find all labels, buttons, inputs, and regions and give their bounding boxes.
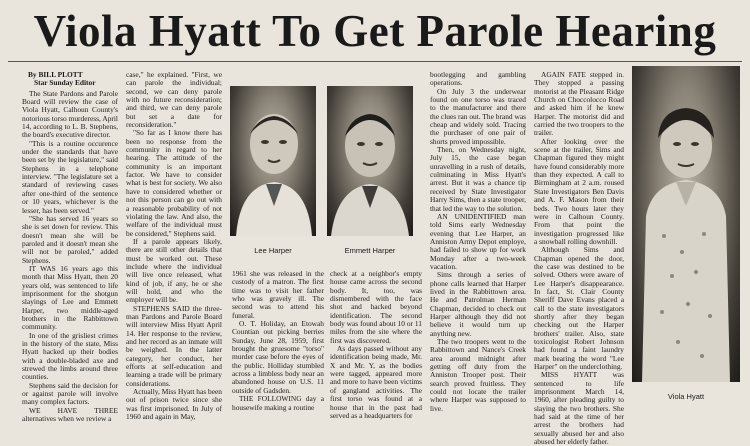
paragraph: If a parole appears likely, there are still other details that must be worked out. These include where the individual will live once released, what kind of job, if any, he or she will hold, and who the employer will be.: [126, 236, 222, 305]
paragraph: AN UNIDENTIFIED man told Sims early Wednesday evening that Lee Harper, an Anniston Army Depot employe, had failed to show up for work Monday after a two-week vacation.: [430, 211, 526, 271]
article-column-2: [126, 71, 222, 431]
paragraph: "So far as I know there has been no response from the community in regard to her hearing. The attitude of the community is an important factor. We have to consider what is best for society. We also have to considered whether or not this person can go out with a reasonable probability of not violating the law. And also, the welfare of the individual must be considered," Stephens said.: [126, 128, 222, 238]
viola-hyatt-caption: Viola Hyatt: [667, 392, 705, 401]
article-column-5: [430, 71, 526, 431]
article-column-3: [232, 270, 324, 430]
article-column-4: [330, 270, 422, 430]
article-column-6: [534, 70, 624, 446]
headline-rule: [8, 61, 742, 62]
paragraph: AGAIN FATE stepped in. They stopped a passing motorist at the Pleasant Ridge Church on Choccolocco Road and asked him if he knew Harper. The motorist did and carried the two troopers to the trailer.: [534, 70, 624, 138]
paragraph: MISS HYATT was sentenced to life imprisonment March 14, 1960, after pleading guilty to slaying the two brothers. She had said at the time of her arrest the brothers had sexually abused her and also abused her elderly father.: [534, 370, 624, 446]
paragraph: Although Sims and Chapman opened the door, the case was destined to be solved. Others were aware of Lee Harper's disappearance. In fact, St. Clair County Sheriff Dave Evans placed a call to the state investigators shortly after they began checking out the Harper brothers' trailer. Also, state toxicologist Robert Johnson had found a faint laundry mark bearing the word "Lee Harper" on the underclothing.: [534, 245, 624, 372]
paragraph: In one of the grisliest crimes in the history of the state, Miss Hyatt hacked up their bodies with a double-bladed axe and strewed the limbs around three counties.: [22, 330, 118, 382]
viola-hyatt-photo: [632, 66, 740, 382]
emmett-harper-photo: [327, 86, 413, 236]
paragraph: Sims through a series of phone calls learned that Harper lived in the Rabbittown area. He and Patrolman Herman Chapman, decided to check out Harper although they did not believe it would turn up anything new.: [430, 270, 526, 338]
portrait-image: [632, 66, 740, 382]
byline: By BILL PLOTT: [28, 70, 83, 79]
paragraph: THE FOLLOWING day a housewife making a routine: [232, 394, 324, 412]
paragraph: WE HAVE THREE alternatives when we review a: [22, 405, 118, 424]
headline: Viola Hyatt To Get Parole Hearing: [33, 6, 717, 56]
paragraph: "She has served 16 years so she is set down for review. This doesn't mean she will be paroled and it doesn't mean she will not be paroled," added Stephens.: [22, 213, 118, 265]
paragraph: STEPHENS SAID the three-man Pardons and Parole Board will interview Miss Hyatt April 14. Her response to the review, and her record as an inmate will be weighed. In the latter category, her conduct, her efforts at self-education and learning a trade will be primary considerations.: [126, 303, 222, 388]
paragraph: IT WAS 16 years ago this month that Miss Hyatt, then 20 years old, was sentenced to life imprisonment for the shotgun slayings of Lee and Emmett Harper, two middle-aged brothers in the Rabbittown community.: [22, 263, 118, 332]
paragraph: The two troopers went to the Rabbittown and Nance's Creek area around midnight after getting off duty from the Anniston Trooper post. Their search proved fruitless. They could not locate the trailer where Harper was supposed to live.: [430, 337, 526, 413]
paragraph: On July 3 the underwear found on one torso was traced to the manufacturer and there the clues ran out. The brand was cheap and widely sold. Tracing the purchaser of one pair of shorts proved impossible.: [430, 86, 526, 146]
lee-harper-caption: Lee Harper: [254, 246, 292, 255]
paragraph: As days passed without any identification being made, Mr. X and Mr. Y, as the bodies were tagged, appeared more and more to have been victims of gangland activities. The first torso was found at a house that in the past had served as a headquarters for: [330, 344, 422, 420]
byline-title: Star Sunday Editor: [34, 78, 96, 88]
paragraph: Then, on Wednesday night, July 15, the case began unravelling in a rush of details, culminating in Miss Hyatt's arrest. But it was a chance tip received by State Investigator Harry Sims, then a state trooper, that led the way to the solution.: [430, 145, 526, 213]
paragraph: check at a neighbor's empty house came across the second body. It, too, was dismembered with the face shot and hacked beyond identification. The second body was found about 10 or 11 miles from the site where the first was discovered.: [330, 269, 422, 345]
paragraph: Stephens said the decision for or against parole will involve many complex factors.: [22, 380, 118, 407]
emmett-harper-caption: Emmett Harper: [344, 246, 396, 255]
paragraph: "This is a routine occurence under the standards that have been set by the legislature," said Stephens in a telephone interview. "The legislature set a standard of reviewing cases after one-third of the sentence or 10 years, whichever is the lesser, has been served.": [22, 138, 118, 215]
article-column-1: [22, 71, 118, 431]
paragraph: bootlegging and gambling operations.: [430, 70, 526, 88]
portrait-image: [230, 86, 316, 236]
lee-harper-photo: [230, 86, 316, 236]
paragraph: Actually, Miss Hyatt has been out of prison twice since she was first imprisoned. In July of 1960 and again in May,: [126, 387, 222, 422]
paragraph: case," he explained. "First, we can parole the individual; second, we can deny parole with no future reconsideration; and third, we can deny parole but set a date for reconsideration.": [126, 70, 222, 130]
paragraph: 1961 she was released in the custody of a matron. The first time was to visit her father who was gravely ill. The second was to attend his funeral.: [232, 269, 324, 320]
paragraph: The State Pardons and Parole Board will review the case of Viola Hyatt, Calhoun County's notorious torso murderess, April 14, according to L. B. Stephens, the board's executive director.: [22, 88, 118, 140]
portrait-image: [327, 86, 413, 236]
paragraph: After looking over the scene at the trailer, Sims and Chapman figured they might have found considerably more than they expected. A call to Birmingham at 2 a.m. roused State Investigators Ben Davis and A. F. Mason from their beds. Two hours later they were in Calhoun County. From that point the investigation progressed like a snowball rolling downhill.: [534, 136, 624, 246]
paragraph: O. T. Holiday, an Etowah Countian out picking berries Sunday, June 28, 1959, first brought the gruesome "torso" murder case before the eyes of the public. Holliday stumbled across a limbless body near an abandoned house on U.S. 11 outside of Gadsden.: [232, 319, 324, 395]
